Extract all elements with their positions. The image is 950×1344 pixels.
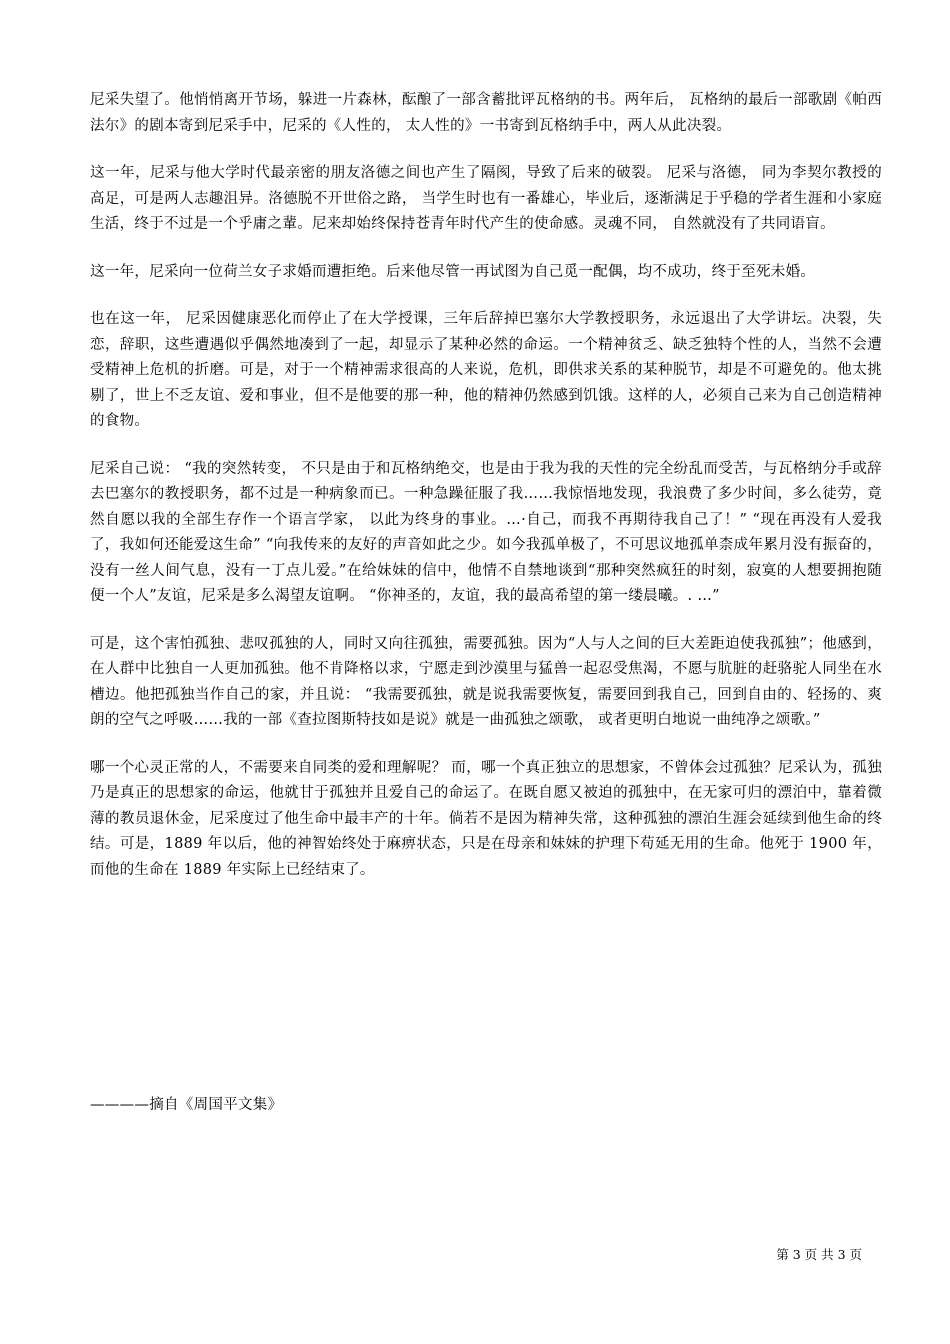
page-number-footer: 第 3 页 共 3 页 xyxy=(776,1247,862,1262)
source-attribution: ————摘自《周国平文集》 xyxy=(90,1097,283,1113)
paragraph: 可是，这个害怕孤独、悲叹孤独的人，同时又向往孤独，需要孤独。因为“人与人之间的巨大差距迫使我孤独”；他感到，在人群中比独自一人更加孤独。他不肯降格以求，宁愿走到沙漠里与猛兽一起忍受焦渴，不愿与肮脏的赶骆驼人同坐在水槽边。他把孤独当作自己的家，并且说： “我需要孤独，就是说我需要恢复，需要回到我自己，回到自由的、轻扬的、爽朗的空气之呼吸……我的一部《查拉图斯特技如是说》就是一曲孤独之颂歌， 或者更明白地说一曲纯净之颂歌。” xyxy=(90,635,882,728)
paragraph: 这一年，尼采与他大学时代最亲密的朋友洛德之间也产生了隔阂，导致了后来的破裂。 尼采与洛德， 同为李契尔教授的高足，可是两人志趣沮异。洛德脱不开世俗之路， 当学生时也有一番雄心，毕业后，逐渐满足于乎稳的学者生涯和小家庭生活，终于不过是一个乎庸之輩。尼来却始终保持苍青年时代产生的使命感。灵魂不同， 自然就没有了共同语盲。 xyxy=(90,165,882,232)
paragraph: 哪一个心灵正常的人，不需要来自同类的爱和理解呢？ 而，哪一个真正独立的思想家，不曾体会过孤独？尼采认为，孤独乃是真正的思想家的命运，他就甘于孤独并且爱自己的命运了。在既自愿又被迫的孤独中，在无家可归的漂泊中，靠着微薄的教员退休金，尼采度过了他生命中最丰产的十年。倘若不是因为精神失常，这种孤独的漂泊生涯会延续到他生命的终结。可是，1889 年以后，他的神智始终处于麻痹状态，只是在母亲和妹妹的护理下苟延无用的生命。他死于 1900 年，而他的生命在 1889 年实际上已经结束了。 xyxy=(90,759,882,878)
paragraph: 尼采自己说： “我的突然转变， 不只是由于和瓦格纳绝交，也是由于我为我的天性的完全纷乱而受苦，与瓦格纳分手或辞去巴塞尔的教授职务，都不过是一种病象而已。一种急躁征服了我……我惊悟地发现，我浪费了多少时间，多么徒劳，竟然自愿以我的全部生存作一个语言学家， 以此为终身的事业。…·自己，而我不再期待我自己了！” “现在再没有人爱我了，我如何还能爱这生命” “向我传来的友好的声音如此之少。如今我孤单极了，不可思议地孤单柰成年累月没有振奋的，没有一丝人间气息，没有一丁点儿爱。”在给妹妹的信中，他情不自禁地谈到“那种突然疯狂的时刻，寂寞的人想要拥抱随便一个人”友谊，尼采是多么渴望友谊啊。 “你神圣的，友谊，我的最高希望的第一缕晨曦。. …” xyxy=(90,460,882,604)
paragraph: 这一年，尼采向一位荷兰女子求婚而遭拒绝。后来他尽管一再试图为自己觅一配偶，均不成功，终于至死未婚。 xyxy=(90,263,816,280)
paragraph: 尼采失望了。他悄悄离开节场，躲进一片森林，酝酿了一部含蓄批评瓦格纳的书。两年后， 瓦格纳的最后一部歌剧《帕西法尔》的剧本寄到尼采手中，尼采的《人性的， 太人性的》一书寄到瓦格纳手中，两人从此决裂。 xyxy=(90,92,882,134)
document-body xyxy=(90,88,882,905)
paragraph: 也在这一年， 尼采因健康恶化而停止了在大学授课，三年后辞掉巴塞尔大学教授职务，永远退出了大学讲坛。决裂，失恋，辞职，这些遭遇似乎偶然地凑到了一起，却显示了某种必然的命运。一个精神贫乏、缺乏独特个性的人，当然不会遭受精神上危机的折磨。可是，对于一个精神需求很高的人来说，危机，即供求关系的某种脱节，却是不可避免的。他太挑剔了，世上不乏友谊、爱和事业，但不是他要的那一种，他的精神仍然感到饥饿。这样的人，必须自己来为自己创造精神的食物。 xyxy=(90,311,882,429)
